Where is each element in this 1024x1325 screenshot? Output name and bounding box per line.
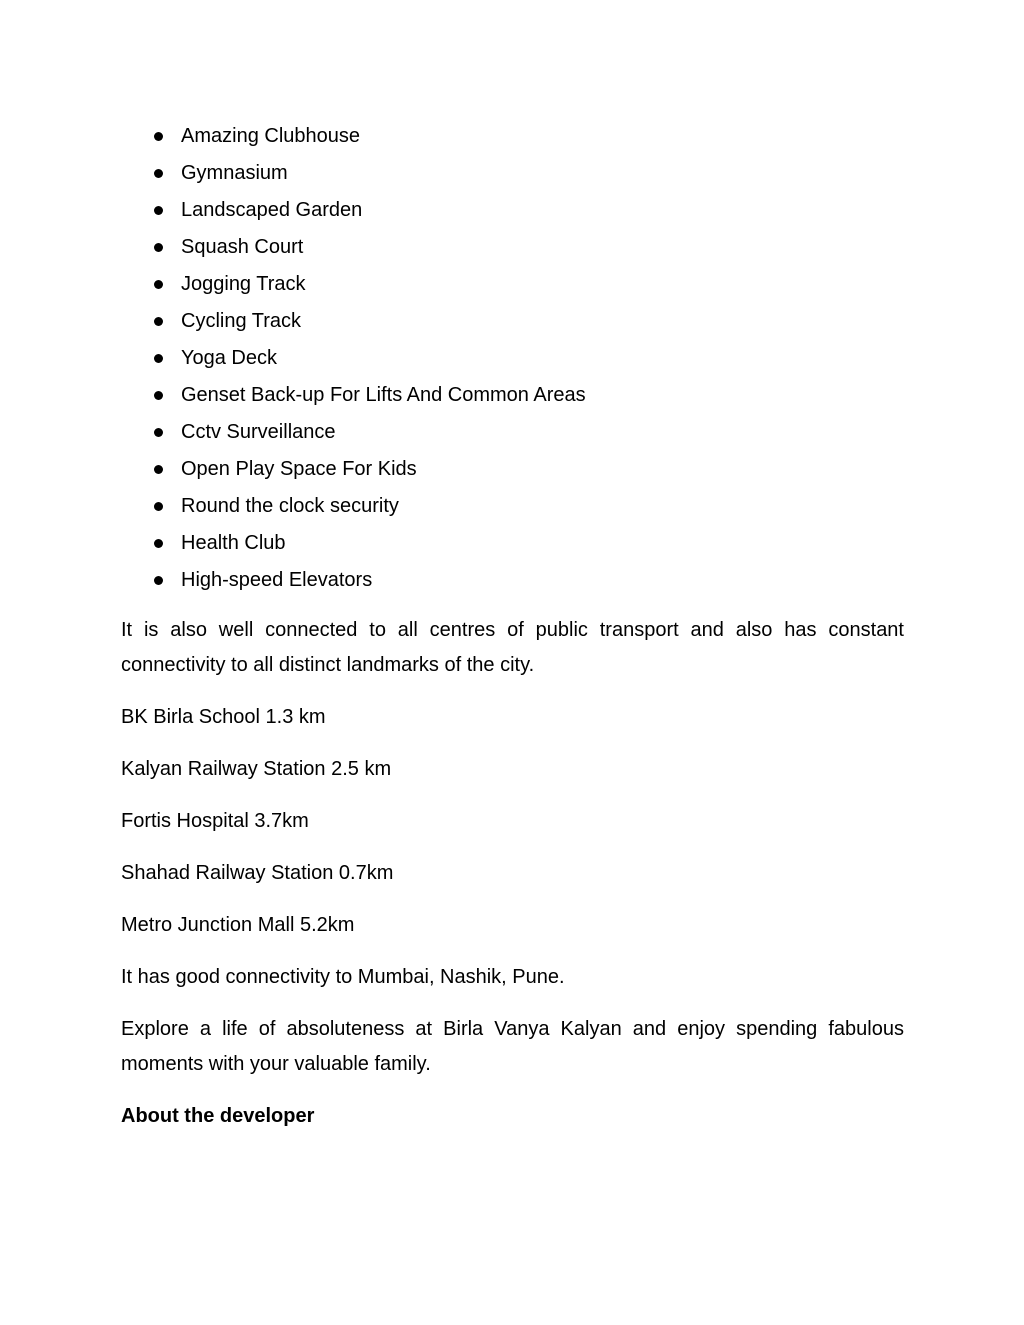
bullet-icon [154, 206, 163, 215]
amenity-label: Yoga Deck [181, 347, 277, 369]
bullet-icon [154, 539, 163, 548]
amenity-label: Landscaped Garden [181, 199, 363, 221]
list-item [121, 414, 904, 451]
city-connectivity-paragraph: It has good connectivity to Mumbai, Nashik, Pune. [121, 966, 565, 988]
list-item [121, 118, 904, 155]
amenities-list [121, 118, 904, 599]
amenity-label: Squash Court [181, 236, 304, 258]
list-item [121, 377, 904, 414]
landmark-line: Metro Junction Mall 5.2km [121, 914, 355, 936]
landmark-line: Fortis Hospital 3.7km [121, 810, 309, 832]
amenity-label: Amazing Clubhouse [181, 125, 360, 147]
amenity-label: Genset Back-up For Lifts And Common Areas [181, 384, 586, 406]
section-heading: About the developer [121, 1105, 315, 1127]
connectivity-intro-paragraph: It is also well connected to all centres of public transport and also has constant connectivity to all distinct landmarks of the city. [121, 619, 904, 676]
bullet-icon [154, 317, 163, 326]
bullet-icon [154, 132, 163, 141]
bullet-icon [154, 391, 163, 400]
amenity-label: High-speed Elevators [181, 569, 373, 591]
list-item [121, 266, 904, 303]
amenity-label: Cycling Track [181, 310, 302, 332]
list-item [121, 451, 904, 488]
list-item [121, 488, 904, 525]
amenity-label: Gymnasium [181, 162, 288, 184]
list-item [121, 192, 904, 229]
list-item [121, 525, 904, 562]
bullet-icon [154, 576, 163, 585]
list-item [121, 303, 904, 340]
list-item [121, 340, 904, 377]
amenity-label: Round the clock security [181, 495, 399, 517]
amenity-label: Open Play Space For Kids [181, 458, 417, 480]
bullet-icon [154, 280, 163, 289]
list-item [121, 562, 904, 599]
bullet-icon [154, 465, 163, 474]
amenity-label: Cctv Surveillance [181, 421, 336, 443]
bullet-icon [154, 354, 163, 363]
landmark-line: Kalyan Railway Station 2.5 km [121, 758, 392, 780]
list-item [121, 229, 904, 266]
bullet-icon [154, 243, 163, 252]
landmark-line: Shahad Railway Station 0.7km [121, 862, 394, 884]
bullet-icon [154, 428, 163, 437]
closing-paragraph: Explore a life of absoluteness at Birla Vanya Kalyan and enjoy spending fabulous moments with your valuable family. [121, 1018, 904, 1075]
amenity-label: Health Club [181, 532, 286, 554]
amenity-label: Jogging Track [181, 273, 306, 295]
bullet-icon [154, 169, 163, 178]
page-content [121, 118, 904, 1134]
bullet-icon [154, 502, 163, 511]
landmark-line: BK Birla School 1.3 km [121, 706, 326, 728]
list-item [121, 155, 904, 192]
